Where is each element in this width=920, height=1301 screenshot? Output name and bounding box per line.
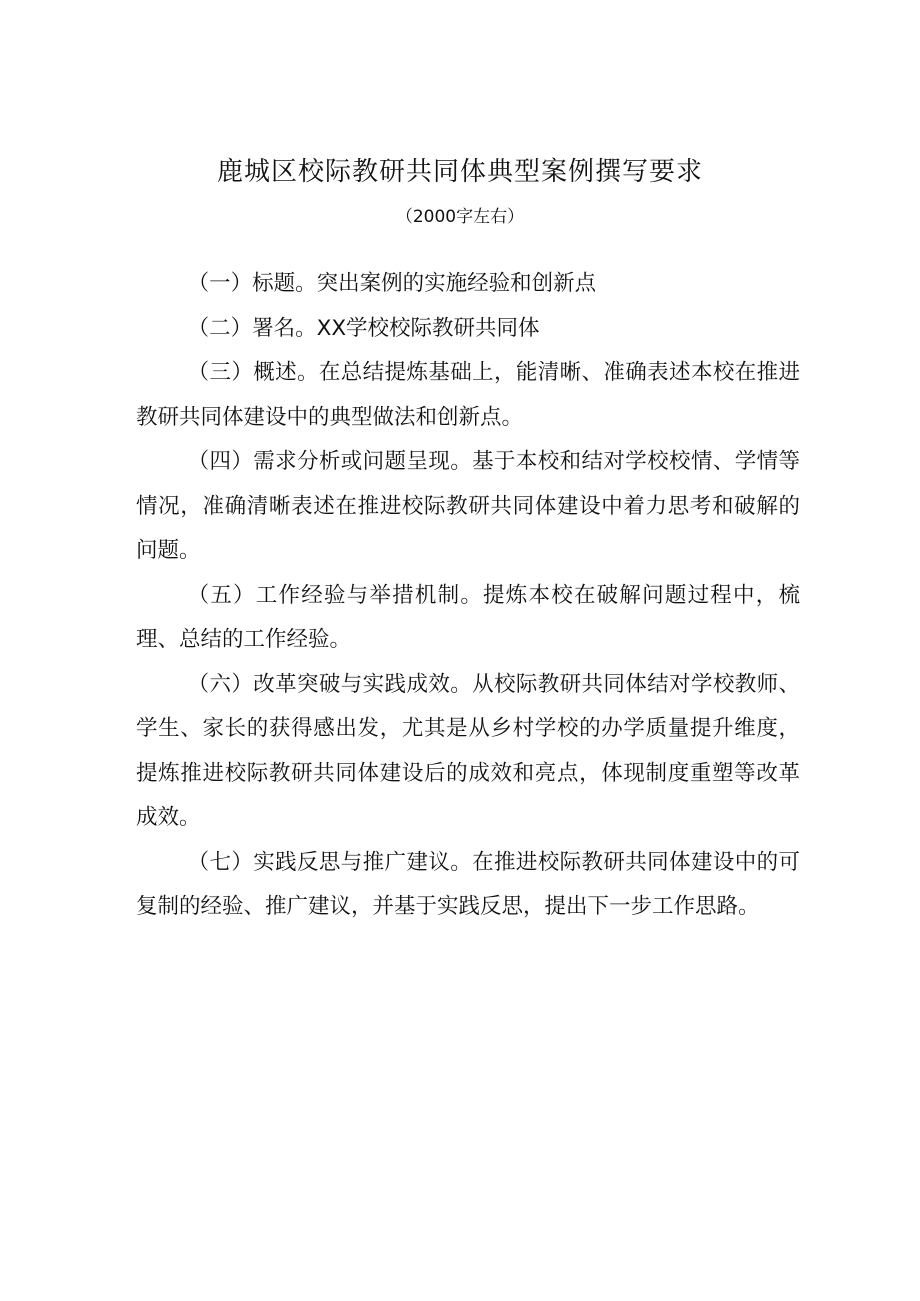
paragraph-work-experience-requirement: （五）工作经验与举措机制。提炼本校在破解问题过程中，梳理、总结的工作经验。 <box>136 582 800 652</box>
paragraph-title-requirement: （一）标题。突出案例的实施经验和创新点 <box>187 271 597 296</box>
document-subtitle: （2000字左右） <box>395 207 525 227</box>
paragraph-reflection-requirement: （七）实践反思与推广建议。在推进校际教研共同体建设中的可复制的经验、推广建议，并基于实践反思，提出下一步工作思路。 <box>136 849 800 919</box>
document-title: 鹿城区校际教研共同体典型案例撰写要求 <box>216 157 703 187</box>
document-body <box>136 262 800 930</box>
paragraph-overview-requirement: （三）概述。在总结提炼基础上，能清晰、准确表述本校在推进教研共同体建设中的典型做法和创新点。 <box>136 360 800 430</box>
paragraph-needs-analysis-requirement: （四）需求分析或问题呈现。基于本校和结对学校校情、学情等情况，准确清晰表述在推进校际教研共同体建设中着力思考和破解的问题。 <box>136 449 800 563</box>
paragraph-signature-requirement: （二）署名。XX学校校际教研共同体 <box>187 315 540 341</box>
paragraph-reform-results-requirement: （六）改革突破与实践成效。从校际教研共同体结对学校教师、学生、家长的获得感出发，尤其是从乡村学校的办学质量提升维度，提炼推进校际教研共同体建设后的成效和亮点，体现制度重塑等改革成效。 <box>136 671 800 830</box>
